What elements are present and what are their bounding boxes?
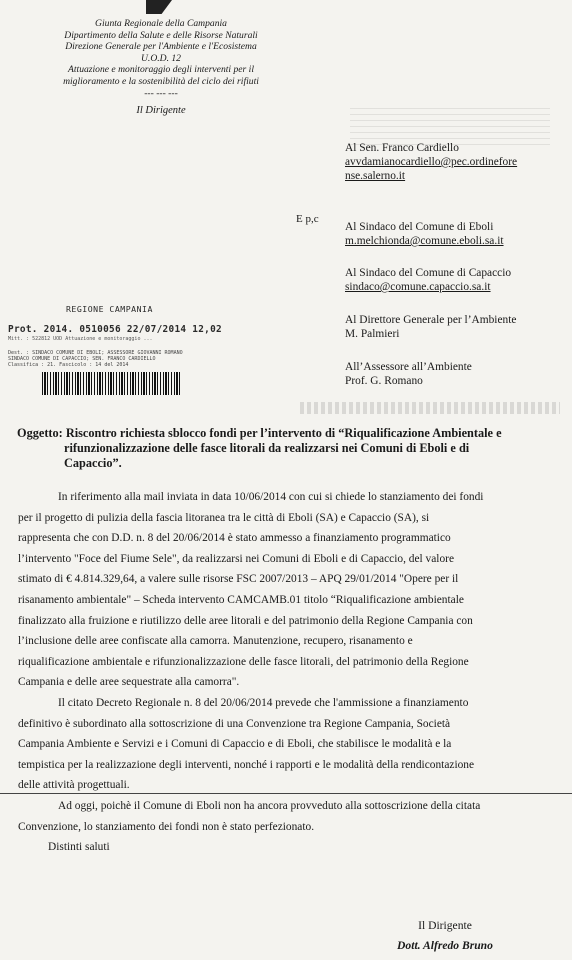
body-line: l’inclusione delle aree confiscate alla camorra. Manutenzione, recupero, risanamento e bbox=[18, 635, 413, 648]
body-line: Il citato Decreto Regionale n. 8 del 20/06/2014 prevede che l'ammissione a finanziamento bbox=[58, 696, 469, 709]
subject-line: rifunzionalizzazione delle fasce litorali da realizzarsi nei Comuni di Eboli e di bbox=[64, 441, 470, 455]
body-line: stimato di € 4.814.329,64, a valere sulle risorse FSC 2007/2013 – APQ 29/01/2014 "Opere per il bbox=[18, 573, 459, 586]
body-line: Campania e delle aree sequestrate alla camorra". bbox=[18, 676, 240, 689]
letterhead bbox=[6, 18, 316, 117]
letterhead-line: Attuazione e monitoraggio degli interventi per il bbox=[68, 64, 254, 76]
body-line: rappresenta che con D.D. n. 8 del 20/06/2014 è stato ammesso a finanziamento programmatico bbox=[18, 532, 451, 545]
stamp-dest-line: SINDACO COMUNE DI CAPACCIO; SEN. FRANCO CARDIELLO bbox=[8, 355, 156, 362]
stamp-dest-line: Dest. : SINDACO COMUNE DI EBOLI; ASSESSORE GIOVANNI ROMANO bbox=[8, 350, 183, 356]
letterhead-line: --- --- --- bbox=[144, 87, 178, 99]
recipient-assessore bbox=[345, 360, 567, 388]
body-line: delle attività progettuali. bbox=[18, 779, 130, 792]
letterhead-line: Direzione Generale per l'Ambiente e l'Ecosistema bbox=[65, 41, 257, 53]
subject-line: Capaccio”. bbox=[64, 456, 122, 470]
letter-body bbox=[18, 487, 566, 858]
subject-block bbox=[17, 426, 565, 471]
stamp-class-line: Classifica : 21. Fascicolo : 14 del 2014 bbox=[8, 361, 129, 368]
letterhead-line: miglioramento e la sostenibilità del ciclo dei rifiuti bbox=[63, 75, 259, 87]
recipient-email: nse.salerno.it bbox=[345, 170, 406, 182]
recipient-person: Prof. G. Romano bbox=[345, 375, 423, 387]
body-line: finalizzato alla fruizione e riutilizzo delle aree litorali e del patrimonio della Regione Campania con bbox=[18, 614, 473, 627]
stamp-recipients bbox=[8, 351, 183, 368]
closing-line: Distinti saluti bbox=[48, 841, 110, 854]
letterhead-line: Dipartimento della Salute e delle Risorse Naturali bbox=[64, 29, 258, 41]
body-line: Convenzione, lo stanziamento dei fondi non è stato perfezionato. bbox=[18, 820, 315, 833]
recipient-email: m.melchionda@comune.eboli.sa.it bbox=[345, 235, 504, 247]
recipient-email: avvdamianocardiello@pec.ordinefore bbox=[345, 156, 518, 168]
body-line: definitivo è subordinato alla sottoscrizione di una Convenzione tra Regione Campania, Società bbox=[18, 717, 451, 730]
recipient-direttore bbox=[345, 313, 567, 341]
letterhead-line: U.O.D. 12 bbox=[141, 52, 181, 64]
region-emblem-icon bbox=[146, 0, 172, 14]
stamp-region: REGIONE CAMPANIA bbox=[66, 304, 153, 314]
epc-label: E p,c bbox=[296, 213, 319, 225]
recipient-name: All’Assessore all’Ambiente bbox=[345, 361, 472, 373]
recipient-name: Al Sen. Franco Cardiello bbox=[345, 142, 459, 154]
letterhead-dirigente: Il Dirigente bbox=[136, 105, 186, 117]
signature-name: Dott. Alfredo Bruno bbox=[397, 939, 493, 952]
recipient-person: M. Palmieri bbox=[345, 328, 400, 340]
body-line: Campania Ambiente e Servizi e i Comuni di Capaccio e di Eboli, che stabilisce le modalità e la bbox=[18, 738, 452, 751]
fax-line-artifact bbox=[0, 793, 572, 794]
body-line: tempistica per la realizzazione degli interventi, nonché i rapporti e le modalità della rendicontazione bbox=[18, 758, 475, 771]
signature-role: Il Dirigente bbox=[418, 919, 472, 932]
subject-line: Oggetto: Riscontro richiesta sblocco fondi per l’intervento di “Riqualificazione Ambientale e bbox=[17, 426, 502, 440]
fax-bleed-through bbox=[350, 105, 550, 145]
barcode-icon bbox=[42, 372, 180, 395]
letterhead-line: Giunta Regionale della Campania bbox=[95, 18, 227, 29]
stamp-sender: Mitt. : 522812 UOD Attuazione e monitoraggio ... bbox=[8, 336, 153, 342]
recipient-name: Al Direttore Generale per l’Ambiente bbox=[345, 314, 517, 326]
body-line: Ad oggi, poichè il Comune di Eboli non ha ancora provveduto alla sottoscrizione della citata bbox=[58, 799, 481, 812]
body-line: riqualificazione ambientale e rifunzionalizzazione delle fasce litorali, del patrimonio della Regione bbox=[18, 655, 469, 668]
protocol-stamp bbox=[4, 304, 304, 404]
recipient-cardiello bbox=[345, 141, 567, 183]
recipient-name: Al Sindaco del Comune di Eboli bbox=[345, 221, 494, 233]
body-line: per il progetto di pulizia della fascia litoranea tra le città di Eboli (SA) e Capaccio (SA), si bbox=[18, 511, 430, 524]
stamp-protocol-number: Prot. 2014. 0510056 22/07/2014 12,02 bbox=[8, 324, 222, 335]
recipient-name: Al Sindaco del Comune di Capaccio bbox=[345, 267, 512, 279]
recipient-sindaco-capaccio bbox=[345, 266, 567, 294]
recipient-email: sindaco@comune.capaccio.sa.it bbox=[345, 281, 491, 293]
recipient-sindaco-eboli bbox=[345, 220, 567, 248]
body-line: In riferimento alla mail inviata in data 10/06/2014 con cui si chiede lo stanziamento dei fondi bbox=[58, 491, 484, 503]
fax-bleed-through bbox=[300, 402, 560, 414]
body-line: l’intervento "Foce del Fiume Sele", da realizzarsi nei Comuni di Eboli e di Capaccio, del valore bbox=[18, 552, 454, 565]
signature-block bbox=[380, 916, 510, 956]
body-line: risanamento ambientale" – Scheda intervento CAMCAMB.01 titolo “Riqualificazione ambientale bbox=[18, 593, 464, 606]
